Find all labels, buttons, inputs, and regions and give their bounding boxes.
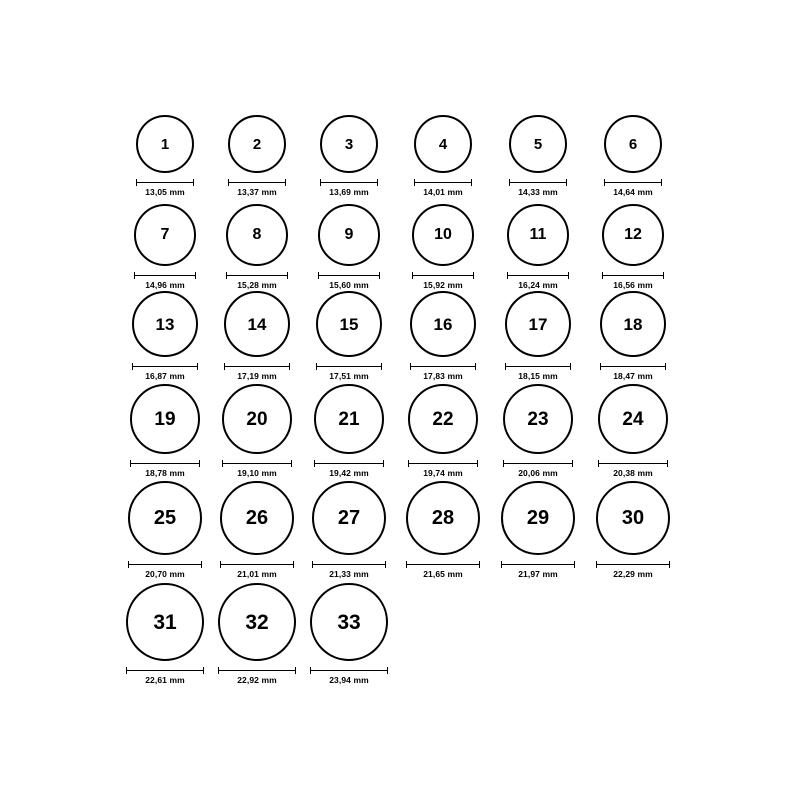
dimension-annotation xyxy=(602,272,664,290)
ring-circle xyxy=(600,291,666,357)
dimension-line-icon xyxy=(126,667,204,674)
dimension-annotation xyxy=(501,561,575,579)
dimension-line-icon xyxy=(503,460,573,467)
ring-diameter-label: 20,70 mm xyxy=(145,569,185,579)
ring-circle xyxy=(310,583,388,661)
dimension-line-icon xyxy=(596,561,670,568)
ring-size-label: 31 xyxy=(153,610,177,634)
dimension-line-icon xyxy=(222,460,292,467)
dimension-annotation xyxy=(136,179,194,197)
ring-size-label: 27 xyxy=(337,507,361,529)
ring-diameter-label: 20,06 mm xyxy=(518,468,558,478)
dimension-line-icon xyxy=(408,460,478,467)
ring-circle xyxy=(136,115,194,173)
ring-size-cell xyxy=(587,204,679,290)
ring-size-cell xyxy=(303,384,395,478)
ring-size-cell xyxy=(119,291,211,381)
ring-size-label: 28 xyxy=(431,507,455,529)
ring-circle xyxy=(226,204,288,266)
ring-circle xyxy=(501,481,575,555)
dimension-line-icon xyxy=(320,179,378,186)
ring-size-cell xyxy=(492,291,584,381)
ring-size-cell xyxy=(303,481,395,579)
dimension-line-icon xyxy=(128,561,202,568)
ring-size-label: 18 xyxy=(623,314,643,334)
dimension-annotation xyxy=(507,272,569,290)
ring-circle xyxy=(410,291,476,357)
ring-circle xyxy=(316,291,382,357)
ring-diameter-label: 19,10 mm xyxy=(237,468,277,478)
ring-size-label: 11 xyxy=(529,226,547,243)
ring-size-cell xyxy=(492,115,584,197)
dimension-annotation xyxy=(318,272,380,290)
dimension-annotation xyxy=(604,179,662,197)
ring-size-cell xyxy=(303,291,395,381)
dimension-annotation xyxy=(132,363,198,381)
ring-circle xyxy=(218,583,296,661)
dimension-line-icon xyxy=(220,561,294,568)
ring-diameter-label: 15,60 mm xyxy=(329,280,369,290)
ring-size-cell xyxy=(492,204,584,290)
ring-diameter-label: 22,92 mm xyxy=(237,675,277,685)
ring-size-cell xyxy=(211,291,303,381)
ring-diameter-label: 21,97 mm xyxy=(518,569,558,579)
ring-diameter-label: 20,38 mm xyxy=(613,468,653,478)
ring-circle xyxy=(130,384,200,454)
dimension-annotation xyxy=(226,272,288,290)
dimension-annotation xyxy=(408,460,478,478)
dimension-line-icon xyxy=(602,272,664,279)
ring-size-label: 4 xyxy=(438,135,448,153)
ring-diameter-label: 14,96 mm xyxy=(145,280,185,290)
dimension-line-icon xyxy=(318,272,380,279)
dimension-annotation xyxy=(412,272,474,290)
dimension-annotation xyxy=(503,460,573,478)
ring-circle xyxy=(406,481,480,555)
ring-size-cell xyxy=(587,115,679,197)
dimension-annotation xyxy=(228,179,286,197)
ring-size-label: 2 xyxy=(252,135,262,153)
ring-size-cell xyxy=(303,204,395,290)
dimension-annotation xyxy=(600,363,666,381)
ring-diameter-label: 18,15 mm xyxy=(518,371,558,381)
ring-circle xyxy=(596,481,670,555)
dimension-line-icon xyxy=(314,460,384,467)
ring-circle xyxy=(220,481,294,555)
ring-diameter-label: 21,65 mm xyxy=(423,569,463,579)
ring-circle xyxy=(222,384,292,454)
ring-diameter-label: 15,28 mm xyxy=(237,280,277,290)
ring-diameter-label: 16,56 mm xyxy=(613,280,653,290)
ring-size-label: 23 xyxy=(527,408,549,430)
dimension-line-icon xyxy=(598,460,668,467)
dimension-annotation xyxy=(224,363,290,381)
dimension-annotation xyxy=(218,667,296,685)
ring-circle xyxy=(228,115,286,173)
dimension-annotation xyxy=(310,667,388,685)
ring-size-label: 30 xyxy=(621,507,645,529)
ring-size-cell xyxy=(397,291,489,381)
ring-size-cell xyxy=(397,115,489,197)
ring-size-label: 12 xyxy=(624,226,642,243)
ring-circle xyxy=(408,384,478,454)
dimension-line-icon xyxy=(228,179,286,186)
ring-circle xyxy=(318,204,380,266)
ring-size-cell xyxy=(303,115,395,197)
ring-size-cell xyxy=(492,384,584,478)
ring-circle xyxy=(132,291,198,357)
ring-size-cell xyxy=(119,115,211,197)
ring-size-cell xyxy=(587,291,679,381)
ring-circle xyxy=(507,204,569,266)
dimension-annotation xyxy=(312,561,386,579)
ring-size-label: 29 xyxy=(526,507,550,529)
dimension-line-icon xyxy=(507,272,569,279)
dimension-annotation xyxy=(222,460,292,478)
ring-diameter-label: 18,47 mm xyxy=(613,371,653,381)
dimension-line-icon xyxy=(604,179,662,186)
ring-size-cell xyxy=(397,481,489,579)
ring-circle xyxy=(598,384,668,454)
dimension-annotation xyxy=(126,667,204,685)
ring-diameter-label: 17,83 mm xyxy=(423,371,463,381)
ring-size-cell xyxy=(119,583,211,685)
ring-size-label: 1 xyxy=(160,135,170,153)
ring-size-cell xyxy=(587,384,679,478)
ring-diameter-label: 21,33 mm xyxy=(329,569,369,579)
ring-circle xyxy=(604,115,662,173)
ring-size-cell xyxy=(211,583,303,685)
ring-size-cell xyxy=(397,384,489,478)
ring-diameter-label: 14,64 mm xyxy=(613,187,653,197)
ring-diameter-label: 19,74 mm xyxy=(423,468,463,478)
ring-size-cell xyxy=(303,583,395,685)
ring-size-label: 14 xyxy=(247,314,267,334)
ring-size-label: 32 xyxy=(245,610,269,634)
ring-diameter-label: 14,01 mm xyxy=(423,187,463,197)
ring-size-label: 13 xyxy=(155,314,175,334)
dimension-line-icon xyxy=(600,363,666,370)
ring-circle xyxy=(503,384,573,454)
ring-diameter-label: 16,87 mm xyxy=(145,371,185,381)
dimension-line-icon xyxy=(226,272,288,279)
dimension-line-icon xyxy=(316,363,382,370)
ring-circle xyxy=(414,115,472,173)
dimension-line-icon xyxy=(406,561,480,568)
ring-diameter-label: 17,51 mm xyxy=(329,371,369,381)
ring-circle xyxy=(128,481,202,555)
ring-diameter-label: 21,01 mm xyxy=(237,569,277,579)
ring-size-cell xyxy=(119,481,211,579)
dimension-annotation xyxy=(134,272,196,290)
dimension-annotation xyxy=(316,363,382,381)
ring-circle xyxy=(224,291,290,357)
dimension-line-icon xyxy=(410,363,476,370)
ring-circle xyxy=(314,384,384,454)
ring-diameter-label: 15,92 mm xyxy=(423,280,463,290)
ring-diameter-label: 14,33 mm xyxy=(518,187,558,197)
ring-size-cell xyxy=(211,481,303,579)
ring-size-label: 3 xyxy=(344,135,354,153)
ring-size-label: 24 xyxy=(622,408,644,430)
ring-circle xyxy=(312,481,386,555)
dimension-line-icon xyxy=(224,363,290,370)
dimension-line-icon xyxy=(501,561,575,568)
ring-diameter-label: 13,37 mm xyxy=(237,187,277,197)
dimension-annotation xyxy=(414,179,472,197)
dimension-line-icon xyxy=(136,179,194,186)
dimension-line-icon xyxy=(134,272,196,279)
ring-circle xyxy=(509,115,567,173)
ring-diameter-label: 22,29 mm xyxy=(613,569,653,579)
ring-size-label: 20 xyxy=(246,408,268,430)
dimension-annotation xyxy=(598,460,668,478)
ring-circle xyxy=(134,204,196,266)
ring-size-cell xyxy=(119,204,211,290)
ring-size-label: 6 xyxy=(628,135,638,153)
ring-size-cell xyxy=(211,115,303,197)
dimension-line-icon xyxy=(509,179,567,186)
dimension-line-icon xyxy=(412,272,474,279)
ring-size-cell xyxy=(119,384,211,478)
ring-size-label: 17 xyxy=(528,314,548,334)
ring-size-label: 19 xyxy=(154,408,176,430)
dimension-line-icon xyxy=(505,363,571,370)
ring-size-cell xyxy=(492,481,584,579)
ring-circle xyxy=(320,115,378,173)
ring-diameter-label: 13,05 mm xyxy=(145,187,185,197)
ring-size-cell xyxy=(397,204,489,290)
dimension-annotation xyxy=(406,561,480,579)
dimension-line-icon xyxy=(218,667,296,674)
dimension-annotation xyxy=(128,561,202,579)
ring-circle xyxy=(602,204,664,266)
ring-diameter-label: 17,19 mm xyxy=(237,371,277,381)
dimension-line-icon xyxy=(312,561,386,568)
dimension-annotation xyxy=(314,460,384,478)
ring-size-label: 5 xyxy=(533,135,543,153)
dimension-line-icon xyxy=(130,460,200,467)
ring-diameter-label: 18,78 mm xyxy=(145,468,185,478)
ring-circle xyxy=(505,291,571,357)
ring-size-label: 15 xyxy=(339,314,359,334)
dimension-annotation xyxy=(509,179,567,197)
ring-size-label: 33 xyxy=(337,610,361,634)
ring-size-label: 10 xyxy=(434,226,452,243)
dimension-annotation xyxy=(505,363,571,381)
ring-circle xyxy=(126,583,204,661)
ring-size-cell xyxy=(587,481,679,579)
ring-size-label: 21 xyxy=(338,408,360,430)
ring-size-label: 26 xyxy=(245,507,269,529)
dimension-annotation xyxy=(130,460,200,478)
ring-diameter-label: 22,61 mm xyxy=(145,675,185,685)
dimension-annotation xyxy=(220,561,294,579)
ring-size-label: 9 xyxy=(344,226,354,243)
ring-size-label: 22 xyxy=(432,408,454,430)
ring-diameter-label: 13,69 mm xyxy=(329,187,369,197)
dimension-line-icon xyxy=(414,179,472,186)
dimension-line-icon xyxy=(132,363,198,370)
ring-size-label: 7 xyxy=(160,226,170,243)
dimension-annotation xyxy=(410,363,476,381)
ring-size-cell xyxy=(211,384,303,478)
ring-diameter-label: 23,94 mm xyxy=(329,675,369,685)
ring-diameter-label: 19,42 mm xyxy=(329,468,369,478)
dimension-annotation xyxy=(596,561,670,579)
ring-size-label: 16 xyxy=(433,314,453,334)
ring-size-label: 25 xyxy=(153,507,177,529)
ring-size-cell xyxy=(211,204,303,290)
ring-size-label: 8 xyxy=(252,226,262,243)
dimension-line-icon xyxy=(310,667,388,674)
dimension-annotation xyxy=(320,179,378,197)
ring-diameter-label: 16,24 mm xyxy=(518,280,558,290)
ring-circle xyxy=(412,204,474,266)
